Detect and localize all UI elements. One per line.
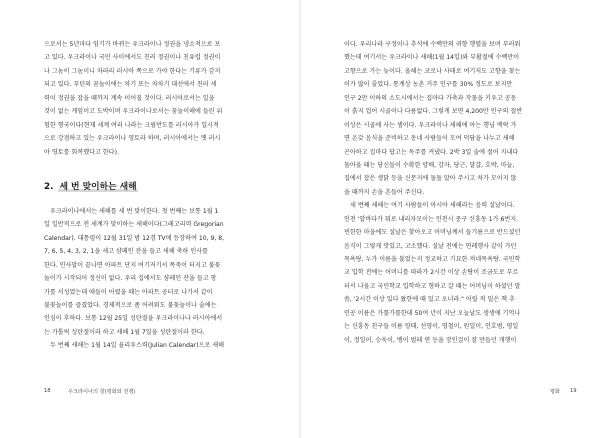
- text-line: 곤아하고 집마다 답고는 독주를 켜냈다. 2박 3일 술에 절어 지내다: [344, 148, 519, 156]
- text-line: 터서 나올고 국민학교 입학하고 형하고 갈 때는 어머님이 하셨던 말: [344, 282, 521, 290]
- text-line: 우크라이나에서는 새해를 세 번 맞이한다. 첫 번째는 보통 1월 1: [50, 207, 219, 215]
- text-line: 이다. 우리나라 구정이나 추석에 수백만의 귀향 행렬을 보며 부러워: [344, 41, 521, 48]
- text-line: 목욕탕, 누가 이름을 불었는지 정교하고 기묘한 져네목욕탕. 국민학: [344, 256, 521, 263]
- text-line: 일 일반적으로 전 세계가 맞이하는 새해이다(그레고리력 Gregorian: [44, 221, 224, 229]
- right-page: [300, 0, 600, 438]
- text-line: 력이 정권을 잡을 때까지 계속 이어질 것이다. 러시아로서는 일을: [44, 94, 215, 102]
- text-line: 가를 서성였는데 애들이 어렸을 때는 아파트 공터로 나가서 같이: [44, 288, 213, 296]
- text-line: 험한 형국이다(현재 세계 여러 나라는 크림반도를 러시아가 일시적: [44, 121, 219, 129]
- text-line: 한다. 인사말이 끝나면 아파트 단지 여기저기서 폭죽이 터지고 불꽃: [44, 261, 221, 269]
- running-title: 평화: [550, 389, 561, 395]
- text-line: 고향으로 가는 늦이다. 올해는 코로나 사태로 여기저도 고향을 찾는: [344, 67, 521, 75]
- text-line: 으로 강점하고 있는 우크라이나 영토라 하며, 러시아에서는 옛 러시: [44, 135, 221, 143]
- text-line: 이 흙지 업어 시골이나 다름없다. 그렇게 보면 4,200만 인구의 절반: [344, 108, 523, 116]
- text-line: 면 온갖 음식을 준비하고 동네 사람들이 모여 덕담을 나누고 새해: [344, 135, 515, 143]
- text-line: 세 번째 새해는 여기 사람들이 아시아 새해라는 음력 설날이다.: [350, 202, 515, 210]
- left-page-body: [44, 38, 276, 353]
- text-line: 했는데 여기서는 우크라이나 새해(1월 14일)와 부활절에 수백만이: [344, 54, 520, 62]
- section-heading: [44, 169, 276, 205]
- text-line: 씀, '2시간 이상 있다 왔한에 때 밀고 오너라." 어릴 적 밀은 책 추: [344, 296, 515, 304]
- section-title: 세 번 맞이하는 새해: [59, 181, 137, 192]
- text-line: 이상은 시골에 사는 셈이다. 우크라이나 새해에 아는 행님 맥락 가: [344, 121, 517, 129]
- text-line: 고 있다. 우크라이나 국민 사이에서도 친러 정권이나 친유럽 정권이: [44, 54, 221, 62]
- text-line: 집에서 잡은 생닭 등을 신문지에 돌돌 말아 주시고 차가 모이지 않: [344, 175, 517, 183]
- text-line: 빈한한 마을에도 설날은 찾아오고 어머님께서 들기름으로 반드셨던: [344, 229, 521, 237]
- text-line: 아 영토를 회복했다고 한다).: [44, 148, 119, 156]
- text-line: 돌아올 때는 당신들이 수확한 양배, 감자, 당근, 달걀, 호박, 마늘,: [344, 161, 515, 169]
- right-page-body: [344, 38, 576, 347]
- text-line: 음식이 그렇게 맛있고, 고소했다. 설날 전에는 연례행사 같이 가던: [344, 242, 517, 250]
- text-line: 교 입학 전에는 어머니를 따라가 2시간 이상 손탕이 조금도로 부르: [344, 269, 519, 277]
- text-line: 나 그놈이 그놈이니 차라리 러시아 쪽으로 가야 한다는 기류가 감지: [44, 67, 221, 75]
- text-line: 것이 없는 게임이고 도박이며 우크라이나로서는 꿈놀이해에 들린 위: [44, 108, 223, 116]
- page-number: 18: [44, 388, 51, 394]
- running-title: 우크라이나의 창(평화와 전쟁): [68, 389, 136, 395]
- text-line: 이가 많이 줄었다. 통계상 농촌 거주 인구를 30% 정도로 보지만: [344, 81, 513, 89]
- text-line: 으로서는 5년마다 임기가 바뀌는 우크라이나 정권을 냉소적으로 보: [44, 41, 221, 48]
- section-number: 2.: [44, 181, 54, 192]
- text-line: 인공 이름은 가룰가룰한데 50여 년이 지난 오늘날도 생생에 기억나: [344, 309, 521, 317]
- page-number: 19: [570, 388, 577, 394]
- text-line: 되고 있다. 푸틴의 꿈놀이에는 차기 또는 차차기 대선에서 친러 세: [44, 81, 217, 89]
- text-line: 인심이 후하다. 보통 12월 25일 성탄절을 우크라이나나 러시아에서: [44, 315, 223, 323]
- text-line: 인구 2만 이하의 소도시에서는 집마다 가축과 작물을 키우고 공동: [344, 94, 517, 102]
- text-line: Calendar). 대통령이 12월 31일 밤 12경 TV에 등장하여 10, 9, 8,: [44, 234, 225, 242]
- text-line: 두 번째 새해는 1월 14일 율리우스력(Julian Calendar)으로 새해: [50, 342, 225, 350]
- text-line: 인천 '알바다가 뭐로 내리자모이는 인천시 중구 신흥동 1가 6번지.: [344, 215, 519, 223]
- text-line: 불꽃놀이를 즐겼었다. 경제적으로 좀 어려워도 불꽃놀이나 술에는: [44, 302, 217, 309]
- text-line: 놀이가 시작되어 정신이 없다. 우리 집에서도 샴페인 잔을 들고 창: [44, 275, 217, 283]
- text-line: 는 신흥동 친구들 이름 양태, 선영이, 영철이, 원일이, 인호범, 영일: [344, 323, 519, 331]
- text-line: 을 때까지 손을 흔들어 주신다.: [344, 188, 425, 196]
- text-line: 7, 6, 5, 4, 3, 2, 1을 세고 샴페인 잔을 들고 새해 축하 인사를: [44, 248, 209, 256]
- text-line: 이, 정일이, 승욱이, 뱅이 벌레 연 등을 장인걸이 잘 만들던 개행이: [344, 336, 517, 344]
- text-line: 는 가톨릭 성탄절이라 하고 새해 1월 7일을 성탄절이라 한다.: [44, 328, 205, 336]
